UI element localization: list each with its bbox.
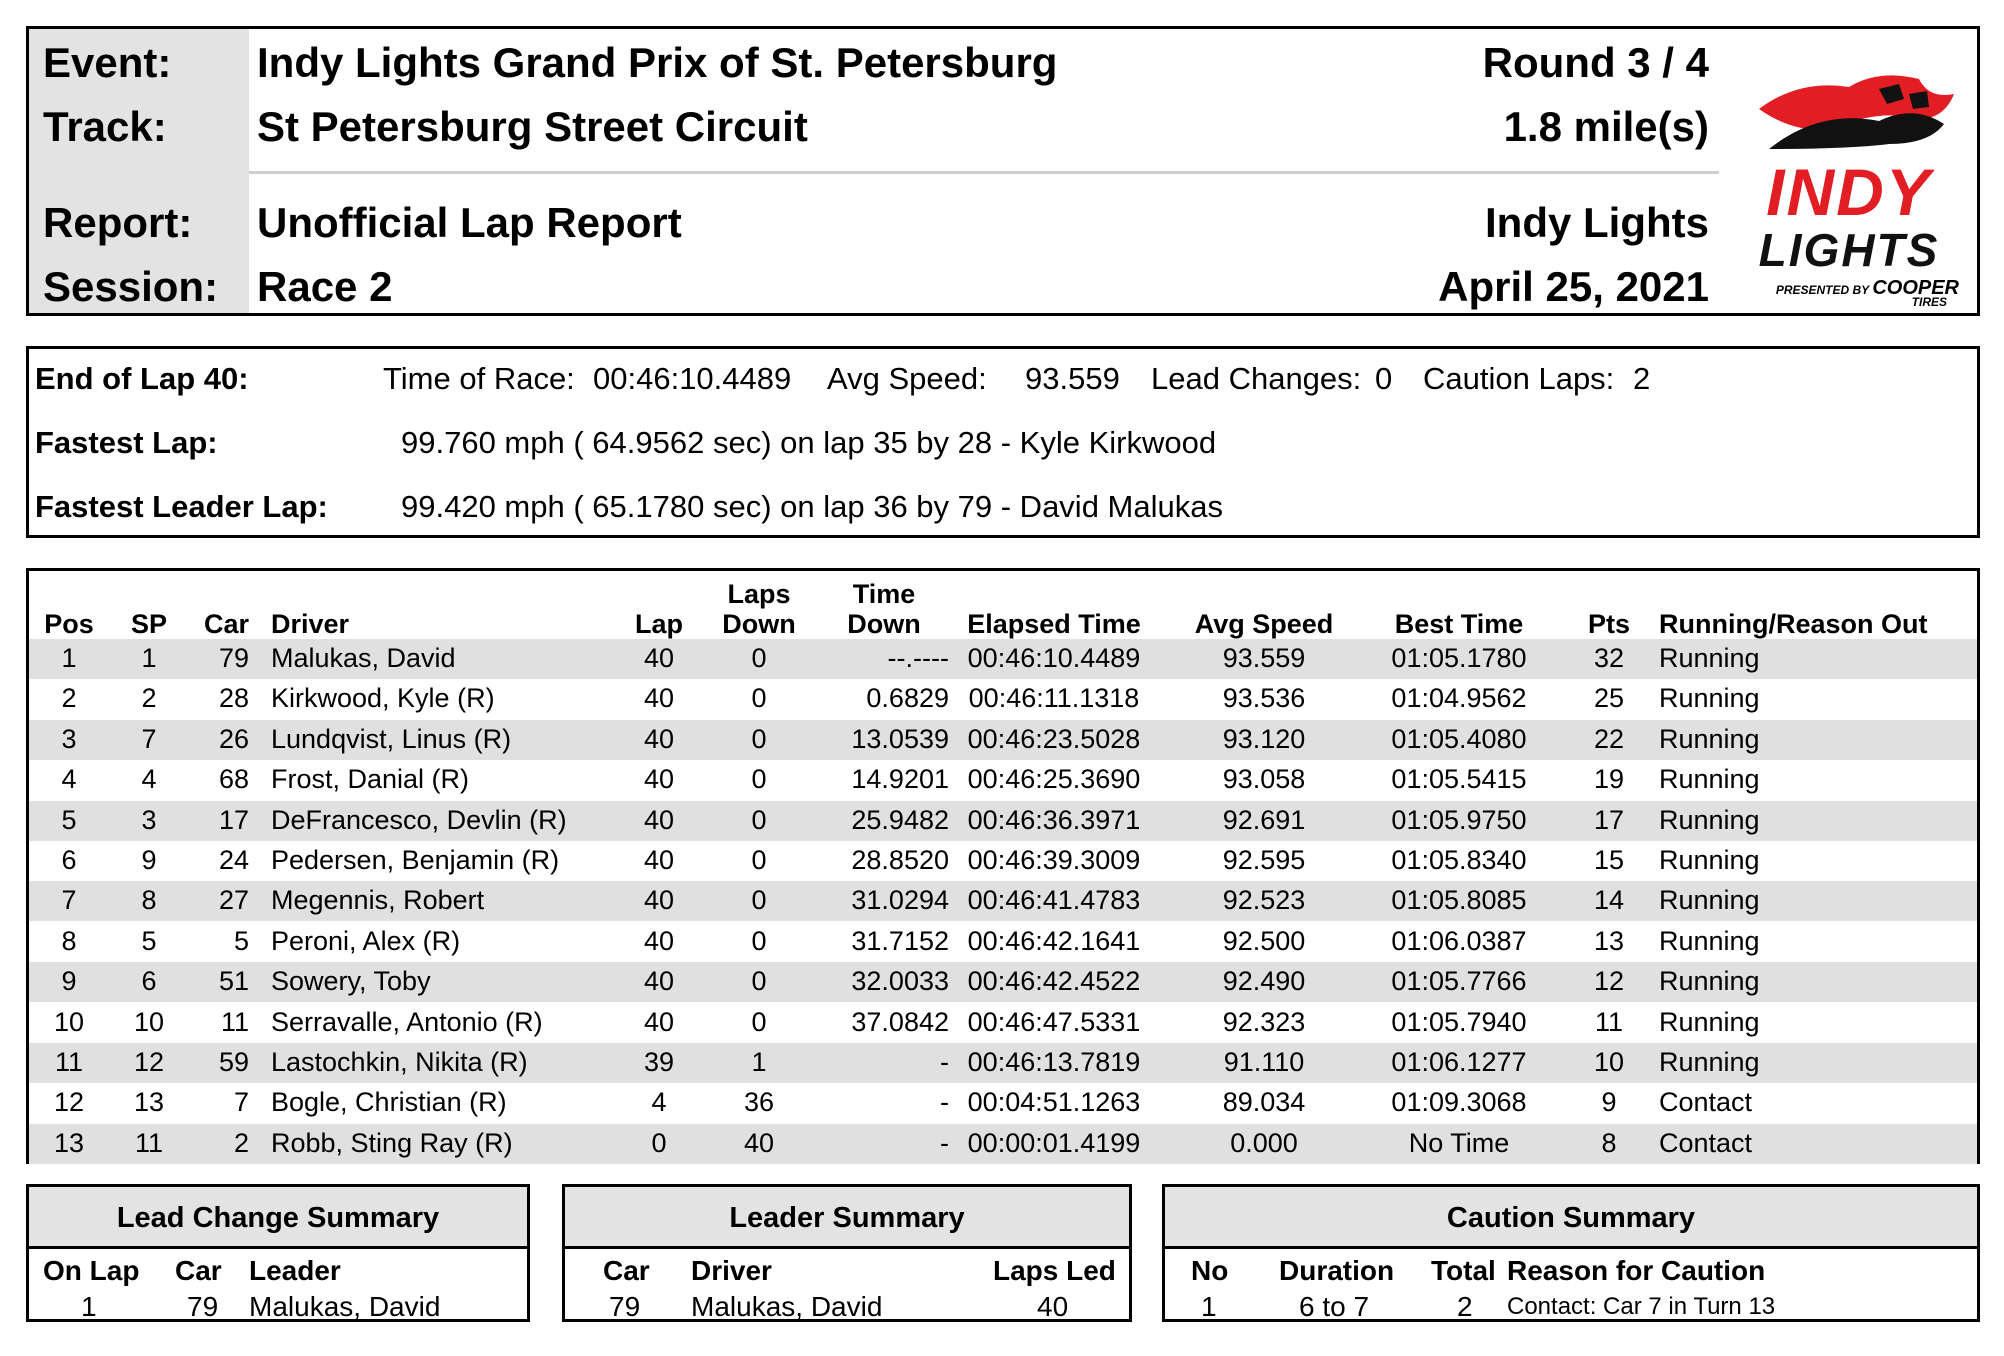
caution-no: 1 — [1201, 1291, 1217, 1322]
cell-elapsed: 00:46:39.3009 — [967, 845, 1141, 875]
cell-pts: 14 — [1593, 885, 1625, 916]
cell-elapsed: 00:46:47.5331 — [967, 1006, 1141, 1037]
table-row — [29, 841, 1977, 881]
cell-avg-speed: 92.323 — [1222, 1006, 1306, 1037]
cell-pos: 12 — [53, 1087, 85, 1118]
cell-sp: 2 — [141, 683, 157, 714]
cell-driver: Bogle, Christian (R) — [271, 1087, 507, 1118]
cell-laps-down: 40 — [743, 1127, 775, 1158]
cell-sp: 1 — [141, 643, 157, 673]
cell-status: Running — [1659, 1006, 1760, 1037]
cell-sp: 11 — [134, 1127, 164, 1158]
cell-best: 01:05.4080 — [1391, 723, 1527, 754]
cell-time-down: 14.9201 — [851, 764, 949, 795]
cell-best: 01:06.1277 — [1391, 1047, 1527, 1077]
race-summary — [26, 346, 1980, 538]
cell-status: Contact — [1659, 1127, 1753, 1158]
logo-lights: LIGHTS — [1758, 224, 1940, 276]
caution-summary-title: Caution Summary — [1165, 1187, 1977, 1249]
cell-sp: 6 — [141, 966, 157, 997]
leader-col-laps: Laps Led — [993, 1255, 1116, 1286]
cell-pts: 25 — [1593, 683, 1625, 714]
cell-time-down: 31.7152 — [851, 925, 949, 956]
cell-elapsed: 00:46:36.3971 — [967, 804, 1141, 835]
cell-driver: Lastochkin, Nikita (R) — [271, 1047, 528, 1077]
leader-laps: 40 — [1037, 1291, 1069, 1322]
cell-elapsed: 00:46:25.3690 — [967, 764, 1141, 795]
cell-pts: 10 — [1593, 1047, 1625, 1077]
cell-time-down: 32.0033 — [851, 966, 949, 997]
cell-time-down: 13.0539 — [851, 723, 949, 754]
cell-sp: 8 — [141, 885, 157, 916]
cell-best: 01:05.7940 — [1391, 1006, 1527, 1037]
leader-col-driver: Driver — [691, 1255, 772, 1286]
lead-change-col-lap: On Lap — [43, 1255, 140, 1286]
cell-pts: 8 — [1601, 1127, 1617, 1158]
cell-sp: 12 — [133, 1047, 165, 1077]
cell-status: Running — [1659, 804, 1760, 835]
cell-time-down: - — [940, 1127, 949, 1158]
col-time-down-1: Time — [852, 579, 916, 609]
cell-pts: 17 — [1593, 804, 1625, 835]
event-header — [26, 26, 1980, 316]
cell-laps-down: 0 — [751, 925, 767, 956]
cell-lap: 40 — [643, 804, 675, 835]
lead-change-car: 79 — [187, 1291, 219, 1322]
cell-driver: Frost, Danial (R) — [271, 764, 470, 795]
cell-lap: 0 — [651, 1127, 667, 1158]
cell-lap: 39 — [643, 1047, 675, 1077]
cell-driver: Megennis, Robert — [271, 885, 485, 916]
cell-car: 17 — [218, 804, 249, 835]
lead-change-leader: Malukas, David — [249, 1291, 441, 1322]
cell-pos: 13 — [53, 1127, 85, 1158]
caution-laps-label: Caution Laps: — [1423, 361, 1615, 396]
cell-status: Running — [1659, 885, 1760, 916]
lead-change-lap: 1 — [81, 1291, 97, 1322]
cell-lap: 40 — [643, 885, 675, 916]
cell-lap: 40 — [643, 925, 675, 956]
cell-time-down: 37.0842 — [851, 1006, 949, 1037]
cell-avg-speed: 93.559 — [1222, 643, 1306, 673]
cell-elapsed: 00:46:42.1641 — [967, 925, 1141, 956]
col-avg-speed: Avg Speed — [1194, 609, 1334, 639]
cell-pos: 5 — [61, 804, 77, 835]
leader-col-car: Car — [603, 1255, 650, 1286]
leader-summary — [562, 1184, 1132, 1322]
flag-icon — [1729, 49, 1969, 159]
cell-elapsed: 00:46:13.7819 — [967, 1047, 1141, 1077]
cell-avg-speed: 93.120 — [1222, 723, 1306, 754]
cell-car: 27 — [218, 885, 249, 916]
cell-status: Running — [1659, 1047, 1760, 1077]
col-car: Car — [203, 609, 249, 639]
cell-elapsed: 00:00:01.4199 — [967, 1127, 1141, 1158]
cell-lap: 40 — [643, 723, 675, 754]
table-row — [29, 801, 1977, 841]
cell-pos: 6 — [61, 845, 77, 875]
cell-pos: 3 — [61, 723, 77, 754]
avg-speed-label: Avg Speed: — [827, 361, 987, 396]
cell-time-down: --.---- — [887, 643, 949, 673]
caution-col-reason: Reason for Caution — [1507, 1255, 1766, 1286]
cell-status: Running — [1659, 925, 1760, 956]
cell-best: 01:06.0387 — [1391, 925, 1527, 956]
fastest-leader-lap-value: 99.420 mph ( 65.1780 sec) on lap 36 by 79 - David Malukas — [401, 489, 1223, 524]
cell-pts: 13 — [1593, 925, 1625, 956]
table-row — [29, 1124, 1977, 1164]
cell-avg-speed: 92.500 — [1222, 925, 1306, 956]
cell-pos: 9 — [61, 966, 77, 997]
cell-time-down: 28.8520 — [851, 845, 949, 875]
cell-car: 11 — [220, 1006, 249, 1037]
cell-elapsed: 00:04:51.1263 — [967, 1087, 1141, 1118]
cell-best: 01:05.9750 — [1391, 804, 1527, 835]
cell-car: 7 — [233, 1087, 249, 1118]
leader-driver: Malukas, David — [691, 1291, 883, 1322]
logo-tagline: PRESENTED BY COOPER — [1775, 277, 1959, 299]
cell-best: 01:05.5415 — [1391, 764, 1527, 795]
table-row — [29, 720, 1977, 760]
cell-avg-speed: 93.058 — [1222, 764, 1306, 795]
cell-lap: 4 — [651, 1087, 667, 1118]
fastest-lap-label: Fastest Lap: — [35, 425, 218, 460]
cell-sp: 13 — [133, 1087, 165, 1118]
cell-laps-down: 0 — [751, 966, 767, 997]
cell-laps-down: 1 — [751, 1047, 767, 1077]
cell-avg-speed: 93.536 — [1222, 683, 1306, 714]
fastest-leader-lap-label: Fastest Leader Lap: — [35, 489, 328, 524]
cell-elapsed: 00:46:23.5028 — [967, 723, 1141, 754]
col-driver: Driver — [271, 609, 350, 639]
caution-reason: Contact: Car 7 in Turn 13 — [1507, 1293, 1776, 1320]
table-row — [29, 962, 1977, 1002]
cell-pos: 4 — [61, 764, 77, 795]
cell-driver: Serravalle, Antonio (R) — [271, 1006, 543, 1037]
leader-car: 79 — [609, 1291, 641, 1322]
cell-status: Contact — [1659, 1087, 1753, 1118]
cell-pts: 15 — [1593, 845, 1625, 875]
cell-avg-speed: 92.691 — [1222, 804, 1306, 835]
cell-best: 01:05.1780 — [1391, 643, 1527, 673]
caution-laps-value: 2 — [1633, 361, 1651, 396]
cell-pos: 2 — [61, 683, 77, 714]
caution-summary — [1162, 1184, 1980, 1322]
cell-driver: Pedersen, Benjamin (R) — [271, 845, 560, 875]
caution-col-duration: Duration — [1279, 1255, 1395, 1286]
event-label: Event: — [43, 39, 172, 86]
cell-pts: 9 — [1601, 1087, 1617, 1118]
cell-laps-down: 0 — [751, 723, 767, 754]
cell-driver: DeFrancesco, Devlin (R) — [271, 804, 567, 835]
cell-laps-down: 0 — [751, 643, 767, 673]
table-row — [29, 639, 1977, 679]
cell-lap: 40 — [643, 683, 675, 714]
table-row — [29, 922, 1977, 962]
cell-car: 51 — [218, 966, 249, 997]
report-label: Report: — [43, 199, 193, 246]
cell-time-down: 25.9482 — [851, 804, 949, 835]
cell-lap: 40 — [643, 1006, 675, 1037]
cell-laps-down: 0 — [751, 804, 767, 835]
col-lap: Lap — [634, 609, 683, 639]
cell-laps-down: 0 — [751, 885, 767, 916]
cell-sp: 3 — [141, 804, 157, 835]
col-best-time: Best Time — [1394, 609, 1524, 639]
cell-avg-speed: 92.595 — [1222, 845, 1306, 875]
cell-pts: 32 — [1593, 643, 1625, 673]
cell-driver: Kirkwood, Kyle (R) — [271, 683, 495, 714]
cell-pts: 12 — [1593, 966, 1625, 997]
caution-col-no: No — [1191, 1255, 1229, 1286]
cell-avg-speed: 91.110 — [1223, 1047, 1305, 1077]
cell-car: 79 — [218, 643, 249, 673]
cell-lap: 40 — [643, 966, 675, 997]
cell-best: 01:05.8085 — [1391, 885, 1527, 916]
cell-driver: Malukas, David — [271, 643, 456, 673]
cell-sp: 4 — [141, 764, 157, 795]
fastest-lap-value: 99.760 mph ( 64.9562 sec) on lap 35 by 28 - Kyle Kirkwood — [401, 425, 1217, 460]
cell-pos: 8 — [61, 925, 77, 956]
time-of-race-label: Time of Race: — [383, 361, 575, 396]
cell-driver: Robb, Sting Ray (R) — [271, 1127, 513, 1158]
session-label: Session: — [43, 263, 219, 310]
table-row — [29, 1083, 1977, 1123]
cell-time-down: 0.6829 — [866, 683, 949, 714]
cell-best: No Time — [1408, 1127, 1510, 1158]
cell-status: Running — [1659, 845, 1760, 875]
cell-car: 26 — [218, 723, 249, 754]
table-row — [29, 881, 1977, 921]
col-elapsed: Elapsed Time — [967, 609, 1141, 639]
cell-car: 28 — [218, 683, 249, 714]
session-name: Race 2 — [257, 263, 393, 310]
cell-pos: 10 — [53, 1006, 85, 1037]
cell-pos: 7 — [61, 885, 77, 916]
lead-changes-value: 0 — [1375, 361, 1393, 396]
cell-avg-speed: 89.034 — [1222, 1087, 1306, 1118]
cell-sp: 7 — [141, 723, 157, 754]
cell-laps-down: 0 — [751, 764, 767, 795]
cell-laps-down: 36 — [743, 1087, 775, 1118]
cell-status: Running — [1659, 683, 1760, 714]
col-laps-down-1: Laps — [727, 579, 791, 609]
cell-best: 01:04.9562 — [1391, 683, 1527, 714]
cell-car: 5 — [233, 925, 249, 956]
cell-laps-down: 0 — [751, 683, 767, 714]
event-name: Indy Lights Grand Prix of St. Petersburg — [257, 39, 1058, 86]
cell-avg-speed: 0.000 — [1230, 1127, 1298, 1158]
lead-change-col-leader: Leader — [249, 1255, 341, 1286]
cell-lap: 40 — [643, 643, 675, 673]
table-row — [29, 679, 1977, 719]
logo-indy: INDY — [1766, 155, 1932, 229]
cell-best: 01:05.8340 — [1391, 845, 1527, 875]
header-divider — [249, 171, 1719, 174]
cell-pos: 11 — [54, 1047, 84, 1077]
cell-laps-down: 0 — [751, 1006, 767, 1037]
cell-laps-down: 0 — [751, 845, 767, 875]
col-laps-down-2: Down — [722, 609, 796, 639]
results-table — [26, 568, 1980, 1164]
cell-car: 24 — [218, 845, 249, 875]
cell-sp: 5 — [141, 925, 157, 956]
col-sp: SP — [130, 609, 168, 639]
cell-status: Running — [1659, 966, 1760, 997]
cell-sp: 9 — [141, 845, 157, 875]
round-number: Round 3 / 4 — [1482, 39, 1709, 86]
cell-elapsed: 00:46:11.1318 — [968, 683, 1140, 714]
cell-status: Running — [1659, 764, 1760, 795]
cell-best: 01:05.7766 — [1391, 966, 1527, 997]
cell-elapsed: 00:46:41.4783 — [967, 885, 1141, 916]
col-pos: Pos — [44, 609, 94, 639]
lead-changes-label: Lead Changes: — [1151, 361, 1362, 396]
track-name: St Petersburg Street Circuit — [257, 103, 808, 150]
cell-time-down: - — [940, 1087, 949, 1118]
caution-total: 2 — [1457, 1291, 1473, 1322]
end-of-lap-label: End of Lap 40: — [35, 361, 249, 396]
time-of-race-value: 00:46:10.4489 — [593, 361, 792, 396]
track-length: 1.8 mile(s) — [1503, 103, 1709, 150]
cell-car: 59 — [218, 1047, 249, 1077]
cell-pos: 1 — [61, 643, 77, 673]
logo-tires: TIRES — [1911, 295, 1947, 309]
cell-elapsed: 00:46:42.4522 — [967, 966, 1141, 997]
cell-elapsed: 00:46:10.4489 — [967, 643, 1141, 673]
cell-driver: Peroni, Alex (R) — [271, 925, 461, 956]
caution-duration: 6 to 7 — [1299, 1291, 1370, 1322]
table-row — [29, 760, 1977, 800]
cell-pts: 22 — [1593, 723, 1625, 754]
cell-lap: 40 — [643, 845, 675, 875]
table-row — [29, 1003, 1977, 1043]
caution-col-total: Total — [1431, 1255, 1496, 1286]
indy-lights-logo — [1729, 49, 1969, 309]
report-name: Unofficial Lap Report — [257, 199, 682, 246]
event-date: April 25, 2021 — [1438, 263, 1709, 310]
series-name: Indy Lights — [1485, 199, 1709, 246]
cell-avg-speed: 92.523 — [1222, 885, 1306, 916]
cell-pts: 11 — [1594, 1006, 1624, 1037]
col-time-down-2: Down — [847, 609, 921, 639]
cell-best: 01:09.3068 — [1391, 1087, 1527, 1118]
cell-car: 68 — [218, 764, 249, 795]
track-label: Track: — [43, 103, 167, 150]
lead-change-summary — [26, 1184, 530, 1322]
cell-status: Running — [1659, 643, 1760, 673]
cell-pts: 19 — [1593, 764, 1625, 795]
cell-driver: Lundqvist, Linus (R) — [271, 723, 512, 754]
cell-sp: 10 — [133, 1006, 165, 1037]
cell-avg-speed: 92.490 — [1222, 966, 1306, 997]
cell-time-down: 31.0294 — [851, 885, 949, 916]
cell-lap: 40 — [643, 764, 675, 795]
table-row — [29, 1043, 1977, 1083]
leader-summary-title: Leader Summary — [565, 1187, 1129, 1249]
avg-speed-value: 93.559 — [1025, 361, 1120, 396]
cell-car: 2 — [233, 1127, 249, 1158]
cell-status: Running — [1659, 723, 1760, 754]
cell-time-down: - — [940, 1047, 949, 1077]
lead-change-col-car: Car — [175, 1255, 222, 1286]
col-pts: Pts — [1587, 609, 1631, 639]
cell-driver: Sowery, Toby — [271, 966, 431, 997]
col-status: Running/Reason Out — [1659, 609, 1928, 639]
lead-change-title: Lead Change Summary — [29, 1187, 527, 1249]
